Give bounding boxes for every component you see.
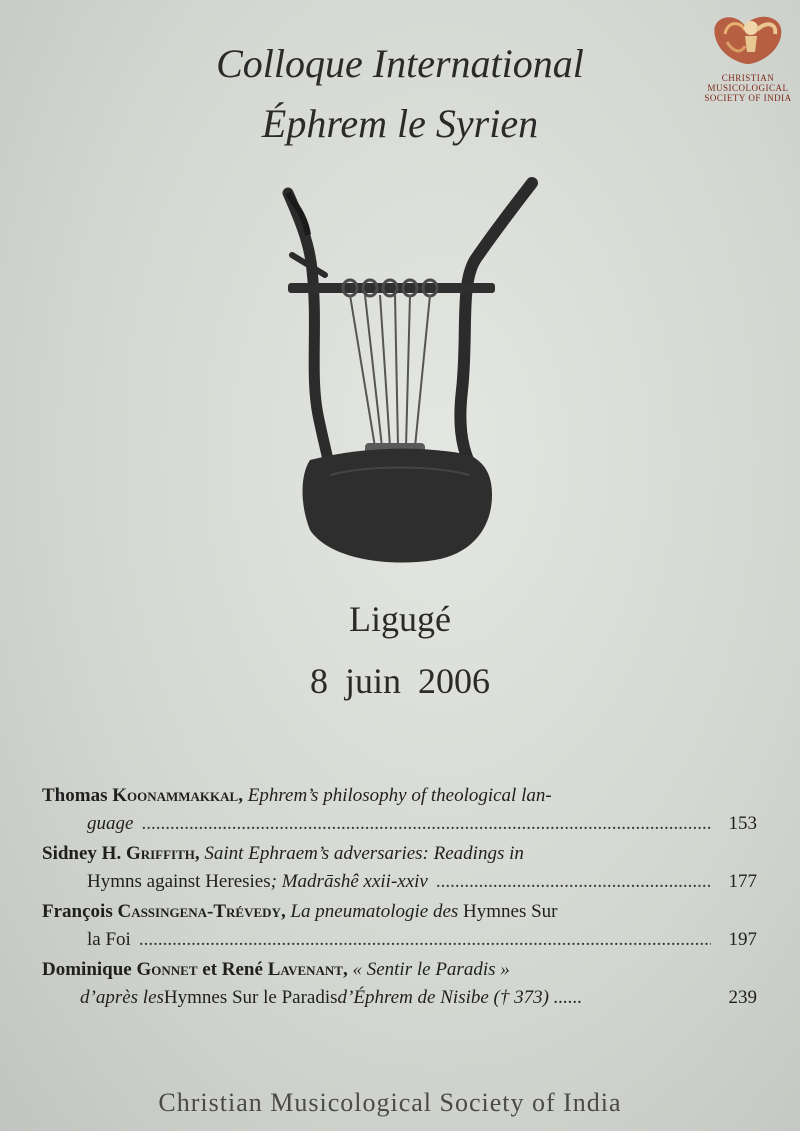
article-title-cont-italic: d’Éphrem de Nisibe († 373) ...... [337,987,583,1008]
society-logo [702,6,794,103]
page-number: 197 [728,929,757,950]
event-place: Ligugé [349,599,451,639]
logo-text-1: CHRISTIAN [721,73,775,83]
page-number: 153 [728,813,757,834]
author-last: Cassingena-Trévedy [117,901,281,922]
logo-text-3: SOCIETY OF INDIA [704,93,792,103]
article-title: « Sentir le Paradis » [352,959,510,980]
event-date: 8 juin 2006 [309,661,490,701]
footer-watermark: Christian Musicological Society of India [158,1088,622,1117]
article-title-cont: guage [87,813,134,834]
toc-entry: Dominique Gonnet et René Lavenant, « Sentir le Paradis » d’après les Hymnes Sur le Paradis d’Éphrem de Nisibe († 373) ...... 239 [42,956,757,1012]
author-last: Koonammakkal [112,785,239,806]
toc-entry: François Cassingena-Trévedy, La pneumatologie des Hymnes Sur la Foi ..... 197 [42,898,757,954]
leader-dots [139,926,711,954]
angel-harp-icon [705,6,791,68]
author-first: Thomas [42,785,108,806]
article-title-cont: Hymns against Heresies [87,871,271,892]
title-line-1: Colloque International [216,41,584,86]
author-first: François [42,901,113,922]
article-title: Ephrem’s philosophy of theological lan- [247,785,552,806]
article-title: Saint Ephraem’s adversaries: Readings in [204,843,524,864]
article-title-cont: d’après les [80,987,164,1008]
title-line-2: Éphrem le Syrien [261,101,539,146]
toc-entry: Thomas Koonammakkal, Ephrem’s philosophy of theological lan- guage ..... 153 [42,782,757,838]
leader-dots [436,868,711,896]
author-conjunction: et René [197,959,268,980]
toc-entry: Sidney H. Griffith, Saint Ephraem’s adversaries: Readings in Hymns against Heresies ; Madrāshê xxii-xxiv ..... 177 [42,840,757,896]
article-title-cont: la Foi [87,929,131,950]
logo-text-2: MUSICOLOGICAL [707,83,789,93]
author-last: Gonnet [136,959,198,980]
page-number: 177 [728,871,757,892]
page-number: 239 [728,987,757,1008]
leader-dots [141,810,711,838]
author-first: Sidney H. [42,843,122,864]
author-first: Dominique [42,959,132,980]
article-title-plain: Hymnes Sur le Paradis [163,987,338,1008]
article-title-cont-italic: ; Madrāshê xxii-xxiv [270,871,428,892]
table-of-contents [42,782,757,1014]
author-last: Griffith [125,843,195,864]
lyre-illustration [270,175,550,570]
article-title-plain: Hymnes Sur [458,901,558,922]
author-last-2: Lavenant [267,959,343,980]
article-title: La pneumatologie des [290,901,459,922]
